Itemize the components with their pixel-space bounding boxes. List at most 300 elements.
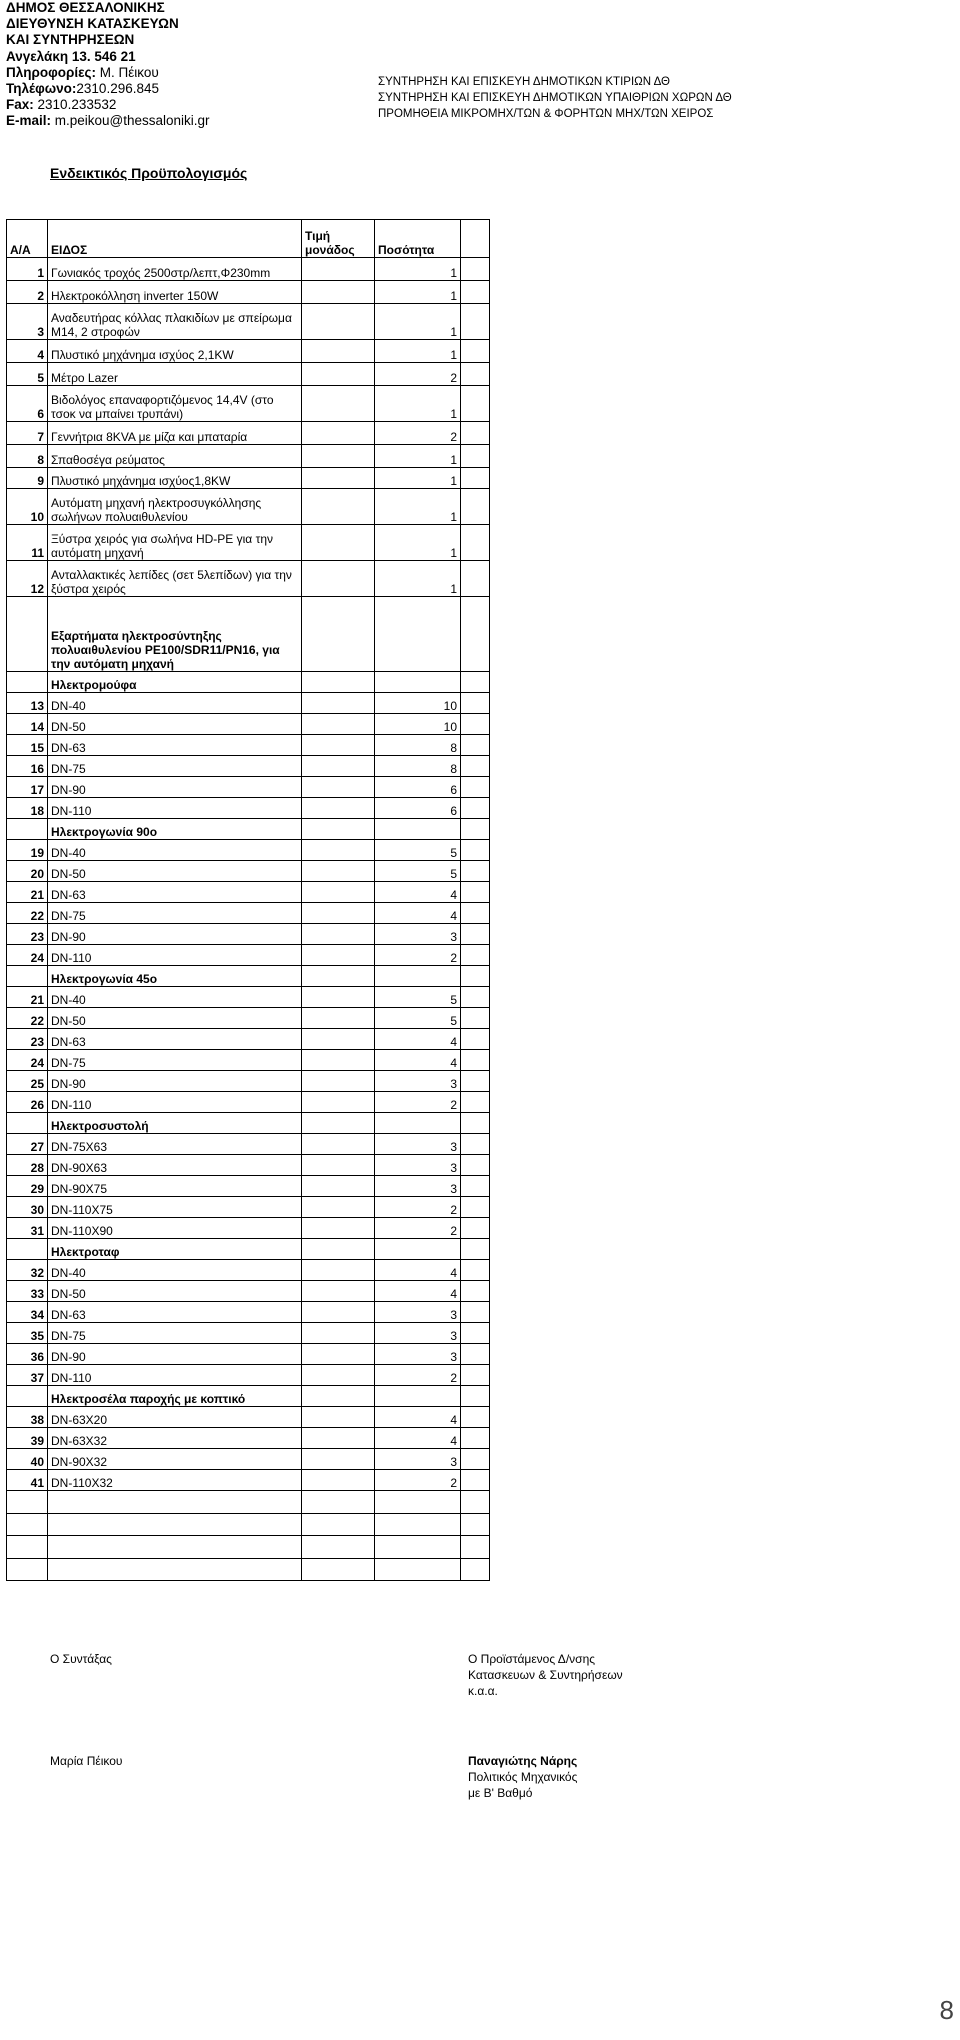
table-row — [7, 924, 490, 945]
col-header-quantity: Ποσότητα — [375, 220, 461, 258]
table-row — [7, 1302, 490, 1323]
row-extra — [461, 1449, 490, 1470]
row-unit-price — [302, 945, 375, 966]
row-quantity: 3 — [375, 1155, 461, 1176]
row-quantity — [375, 1113, 461, 1134]
table-row — [7, 489, 490, 525]
row-extra — [461, 1134, 490, 1155]
row-number: 30 — [7, 1197, 48, 1218]
row-unit-price — [302, 258, 375, 281]
project-line: ΠΡΟΜΗΘΕΙΑ ΜΙΚΡΟΜΗΧ/ΤΩΝ & ΦΟΡΗΤΩΝ ΜΗΧ/ΤΩΝ ΧΕΙΡΟΣ — [378, 108, 714, 120]
row-extra — [461, 1386, 490, 1407]
section-row — [7, 672, 490, 693]
table-row — [7, 714, 490, 735]
row-quantity: 2 — [375, 1218, 461, 1239]
row-description: DN-90X63 — [48, 1155, 302, 1176]
row-quantity: 1 — [375, 468, 461, 489]
blank-cell — [375, 1491, 461, 1514]
blank-row — [7, 1513, 490, 1536]
row-quantity: 8 — [375, 756, 461, 777]
row-unit-price — [302, 756, 375, 777]
row-number: 10 — [7, 489, 48, 525]
row-unit-price — [302, 1071, 375, 1092]
row-extra — [461, 861, 490, 882]
letterhead — [6, 0, 210, 130]
row-quantity: 1 — [375, 525, 461, 561]
phone-label: Τηλέφωνο: — [6, 81, 77, 97]
section-row — [7, 966, 490, 987]
table-row — [7, 1407, 490, 1428]
blank-row — [7, 1491, 490, 1514]
blank-cell — [461, 1558, 490, 1581]
row-unit-price — [302, 1302, 375, 1323]
blank-cell — [461, 1513, 490, 1536]
table-row — [7, 1470, 490, 1491]
blank-cell — [48, 1513, 302, 1536]
row-description: DN-50 — [48, 1281, 302, 1302]
col-header-item: ΕΙΔΟΣ — [48, 220, 302, 258]
row-description: DN-50 — [48, 1008, 302, 1029]
col-header-unit-price: Τιμή μονάδος — [302, 220, 375, 258]
row-quantity: 4 — [375, 1407, 461, 1428]
table-row — [7, 561, 490, 597]
row-unit-price — [302, 840, 375, 861]
row-quantity: 2 — [375, 1197, 461, 1218]
section-row — [7, 1386, 490, 1407]
col-header-empty — [461, 220, 490, 258]
row-quantity: 4 — [375, 1260, 461, 1281]
row-number: 29 — [7, 1176, 48, 1197]
row-quantity: 10 — [375, 693, 461, 714]
row-extra — [461, 445, 490, 468]
row-unit-price — [302, 672, 375, 693]
row-extra — [461, 1302, 490, 1323]
signature-left-title: Ο Συντάξας — [50, 1652, 112, 1666]
row-quantity: 4 — [375, 1281, 461, 1302]
row-extra — [461, 258, 490, 281]
row-quantity: 1 — [375, 561, 461, 597]
signature-right-role: με Β' Βαθμό — [468, 1786, 533, 1800]
row-quantity: 2 — [375, 1092, 461, 1113]
table-row — [7, 304, 490, 340]
row-number: 25 — [7, 1071, 48, 1092]
row-unit-price — [302, 1029, 375, 1050]
row-unit-price — [302, 1470, 375, 1491]
row-number: 16 — [7, 756, 48, 777]
row-unit-price — [302, 819, 375, 840]
address-line: Ανγελάκη 13. 546 21 — [6, 48, 136, 64]
signature-left-name: Μαρία Πέικου — [50, 1754, 123, 1768]
row-extra — [461, 840, 490, 861]
row-unit-price — [302, 861, 375, 882]
row-description: DN-50 — [48, 861, 302, 882]
project-titles — [378, 74, 732, 122]
table-row — [7, 525, 490, 561]
page-number: 8 — [939, 1995, 954, 2025]
row-number: 13 — [7, 693, 48, 714]
blank-row — [7, 1536, 490, 1559]
info-value: Μ. Πέικου — [99, 64, 159, 80]
row-number: 32 — [7, 1260, 48, 1281]
table-row — [7, 1344, 490, 1365]
table-row — [7, 1449, 490, 1470]
row-description: DN-90 — [48, 924, 302, 945]
table-row — [7, 987, 490, 1008]
row-quantity: 4 — [375, 1050, 461, 1071]
row-description: DN-50 — [48, 714, 302, 735]
row-unit-price — [302, 693, 375, 714]
table-row — [7, 1092, 490, 1113]
row-description: Ηλεκτροκόλληση inverter 150W — [48, 281, 302, 304]
row-description: Πλυστικό μηχάνημα ισχύος1,8KW — [48, 468, 302, 489]
row-extra — [461, 819, 490, 840]
section-title: Εξαρτήματα ηλεκτροσύντηξης πολυαιθυλενίου PE100/SDR11/PN16, για την αυτόματη μηχανή — [48, 597, 302, 672]
row-extra — [461, 1470, 490, 1491]
row-quantity: 1 — [375, 340, 461, 363]
row-unit-price — [302, 422, 375, 445]
row-unit-price — [302, 1050, 375, 1071]
row-unit-price — [302, 1197, 375, 1218]
row-unit-price — [302, 468, 375, 489]
row-description: DN-110X75 — [48, 1197, 302, 1218]
section-title: Ηλεκτρογωνία 45ο — [48, 966, 302, 987]
table-row — [7, 1260, 490, 1281]
table-row — [7, 1428, 490, 1449]
row-extra — [461, 468, 490, 489]
row-extra — [461, 597, 490, 672]
row-extra — [461, 304, 490, 340]
section-row — [7, 1239, 490, 1260]
row-description: Σπαθοσέγα ρεύματος — [48, 445, 302, 468]
row-number: 35 — [7, 1323, 48, 1344]
table-row — [7, 798, 490, 819]
row-quantity — [375, 672, 461, 693]
row-number — [7, 1113, 48, 1134]
table-row — [7, 777, 490, 798]
table-row — [7, 1323, 490, 1344]
email-value: m.peikou@thessaloniki.gr — [54, 113, 210, 129]
page-title: Ενδεικτικός Προϋπολογισμός — [50, 165, 248, 181]
row-quantity: 5 — [375, 840, 461, 861]
row-unit-price — [302, 1155, 375, 1176]
row-number: 4 — [7, 340, 48, 363]
table-row — [7, 422, 490, 445]
row-quantity: 3 — [375, 1449, 461, 1470]
row-extra — [461, 1176, 490, 1197]
row-extra — [461, 798, 490, 819]
row-unit-price — [302, 735, 375, 756]
row-description: DN-110 — [48, 798, 302, 819]
row-extra — [461, 525, 490, 561]
row-description: Γωνιακός τροχός 2500στρ/λεπτ,Φ230mm — [48, 258, 302, 281]
row-quantity: 1 — [375, 445, 461, 468]
row-description: DN-40 — [48, 840, 302, 861]
row-quantity: 5 — [375, 861, 461, 882]
row-quantity — [375, 819, 461, 840]
row-extra — [461, 756, 490, 777]
row-unit-price — [302, 1218, 375, 1239]
row-quantity — [375, 966, 461, 987]
section-row — [7, 1113, 490, 1134]
row-number: 6 — [7, 386, 48, 422]
row-description: Πλυστικό μηχάνημα ισχύος 2,1KW — [48, 340, 302, 363]
budget-table — [6, 219, 490, 1581]
row-unit-price — [302, 1113, 375, 1134]
row-description: DN-40 — [48, 1260, 302, 1281]
row-description: Βιδολόγος επαναφορτιζόμενος 14,4V (στο τσοκ να μπαίνει τρυπάνι) — [48, 386, 302, 422]
row-quantity: 3 — [375, 1071, 461, 1092]
row-unit-price — [302, 1386, 375, 1407]
row-number: 21 — [7, 882, 48, 903]
row-unit-price — [302, 363, 375, 386]
row-extra — [461, 1407, 490, 1428]
row-extra — [461, 1218, 490, 1239]
row-number: 26 — [7, 1092, 48, 1113]
row-extra — [461, 693, 490, 714]
row-description: DN-90X32 — [48, 1449, 302, 1470]
blank-cell — [7, 1558, 48, 1581]
row-extra — [461, 1197, 490, 1218]
table-row — [7, 340, 490, 363]
row-number: 31 — [7, 1218, 48, 1239]
row-unit-price — [302, 1449, 375, 1470]
row-unit-price — [302, 882, 375, 903]
row-number: 24 — [7, 1050, 48, 1071]
signature-right-name-block — [468, 1753, 577, 1801]
row-number: 21 — [7, 987, 48, 1008]
row-quantity: 6 — [375, 798, 461, 819]
row-description: Γεννήτρια 8KVA με μίζα και μπαταρία — [48, 422, 302, 445]
row-unit-price — [302, 798, 375, 819]
row-description: DN-63X20 — [48, 1407, 302, 1428]
table-row — [7, 1008, 490, 1029]
blank-cell — [375, 1558, 461, 1581]
phone-value: 2310.296.845 — [76, 81, 159, 97]
row-unit-price — [302, 1428, 375, 1449]
row-description: DN-110 — [48, 1365, 302, 1386]
table-row — [7, 1281, 490, 1302]
row-description: DN-110X90 — [48, 1218, 302, 1239]
row-extra — [461, 714, 490, 735]
row-description: DN-75 — [48, 1050, 302, 1071]
row-unit-price — [302, 924, 375, 945]
row-quantity: 8 — [375, 735, 461, 756]
row-quantity: 5 — [375, 987, 461, 1008]
blank-row — [7, 1558, 490, 1581]
row-extra — [461, 1428, 490, 1449]
row-extra — [461, 561, 490, 597]
row-description: DN-110X32 — [48, 1470, 302, 1491]
row-extra — [461, 1323, 490, 1344]
info-label: Πληροφορίες: — [6, 64, 97, 80]
table-row — [7, 693, 490, 714]
email-label: E-mail: — [6, 113, 52, 129]
row-number — [7, 819, 48, 840]
row-extra — [461, 987, 490, 1008]
row-extra — [461, 966, 490, 987]
row-extra — [461, 924, 490, 945]
section-title: Ηλεκτρομούφα — [48, 672, 302, 693]
row-extra — [461, 1155, 490, 1176]
row-number: 14 — [7, 714, 48, 735]
row-quantity: 4 — [375, 903, 461, 924]
row-quantity: 1 — [375, 304, 461, 340]
row-extra — [461, 363, 490, 386]
row-number — [7, 1386, 48, 1407]
row-extra — [461, 489, 490, 525]
blank-cell — [302, 1536, 375, 1559]
signature-right — [468, 1651, 623, 1699]
row-number: 27 — [7, 1134, 48, 1155]
col-header-aa: Α/Α — [7, 220, 48, 258]
row-number: 28 — [7, 1155, 48, 1176]
row-description: DN-40 — [48, 693, 302, 714]
row-extra — [461, 1344, 490, 1365]
row-quantity: 2 — [375, 945, 461, 966]
row-unit-price — [302, 1008, 375, 1029]
row-extra — [461, 1008, 490, 1029]
row-extra — [461, 945, 490, 966]
row-unit-price — [302, 525, 375, 561]
row-number: 11 — [7, 525, 48, 561]
row-number: 34 — [7, 1302, 48, 1323]
row-extra — [461, 1281, 490, 1302]
row-description: DN-75X63 — [48, 1134, 302, 1155]
table-row — [7, 468, 490, 489]
row-quantity: 1 — [375, 386, 461, 422]
row-extra — [461, 777, 490, 798]
blank-cell — [7, 1491, 48, 1514]
row-extra — [461, 1365, 490, 1386]
row-quantity: 2 — [375, 363, 461, 386]
row-unit-price — [302, 386, 375, 422]
row-description: DN-63X32 — [48, 1428, 302, 1449]
section-title: Ηλεκτροταφ — [48, 1239, 302, 1260]
row-unit-price — [302, 1239, 375, 1260]
row-number: 9 — [7, 468, 48, 489]
row-quantity: 2 — [375, 1470, 461, 1491]
blank-cell — [375, 1536, 461, 1559]
row-unit-price — [302, 987, 375, 1008]
row-quantity: 3 — [375, 1176, 461, 1197]
blank-cell — [302, 1513, 375, 1536]
section-row — [7, 597, 490, 672]
row-number: 2 — [7, 281, 48, 304]
org-line: ΔΗΜΟΣ ΘΕΣΣΑΛΟΝΙΚΗΣ — [6, 0, 165, 15]
row-description: DN-90 — [48, 1344, 302, 1365]
table-row — [7, 1176, 490, 1197]
row-quantity: 5 — [375, 1008, 461, 1029]
row-number: 39 — [7, 1428, 48, 1449]
table-row — [7, 840, 490, 861]
row-extra — [461, 1239, 490, 1260]
signature-right-title: Κατασκευων & Συντηρήσεων — [468, 1668, 623, 1682]
budget-table-body — [7, 220, 490, 1581]
signature-right-title: Ο Προϊστάμενος Δ/νσης — [468, 1652, 596, 1666]
table-row — [7, 445, 490, 468]
row-unit-price — [302, 1092, 375, 1113]
row-unit-price — [302, 340, 375, 363]
table-row — [7, 1155, 490, 1176]
row-number: 23 — [7, 924, 48, 945]
row-quantity — [375, 1386, 461, 1407]
row-number: 17 — [7, 777, 48, 798]
row-number: 33 — [7, 1281, 48, 1302]
row-unit-price — [302, 903, 375, 924]
section-row — [7, 819, 490, 840]
row-extra — [461, 340, 490, 363]
row-number: 23 — [7, 1029, 48, 1050]
row-unit-price — [302, 445, 375, 468]
blank-cell — [461, 1491, 490, 1514]
row-number — [7, 966, 48, 987]
org-line: ΔΙΕΥΘΥΝΣΗ ΚΑΤΑΣΚΕΥΩΝ — [6, 16, 179, 32]
row-description: DN-75 — [48, 756, 302, 777]
signature-left-name-block — [50, 1753, 122, 1769]
fax-line — [6, 97, 210, 113]
row-number: 37 — [7, 1365, 48, 1386]
row-number — [7, 672, 48, 693]
table-row — [7, 258, 490, 281]
row-unit-price — [302, 714, 375, 735]
row-number: 3 — [7, 304, 48, 340]
row-quantity: 3 — [375, 1134, 461, 1155]
row-quantity — [375, 597, 461, 672]
row-quantity: 6 — [375, 777, 461, 798]
row-description: Ανταλλακτικές λεπίδες (σετ 5λεπίδων) για την ξύστρα χειρός — [48, 561, 302, 597]
row-number: 8 — [7, 445, 48, 468]
project-line: ΣΥΝΤΗΡΗΣΗ ΚΑΙ ΕΠΙΣΚΕΥΗ ΔΗΜΟΤΙΚΩΝ ΥΠΑΙΘΡΙΩΝ ΧΩΡΩΝ ΔΘ — [378, 92, 732, 104]
row-description: DN-110 — [48, 1092, 302, 1113]
blank-cell — [302, 1491, 375, 1514]
table-row — [7, 281, 490, 304]
table-row — [7, 1365, 490, 1386]
row-description: DN-75 — [48, 903, 302, 924]
row-quantity: 4 — [375, 1029, 461, 1050]
row-quantity: 2 — [375, 422, 461, 445]
phone-line — [6, 81, 210, 97]
row-number: 38 — [7, 1407, 48, 1428]
signature-right-role: Πολιτικός Μηχανικός — [468, 1770, 578, 1784]
row-description: DN-63 — [48, 1302, 302, 1323]
row-quantity: 3 — [375, 1302, 461, 1323]
row-quantity — [375, 1239, 461, 1260]
row-extra — [461, 1092, 490, 1113]
row-extra — [461, 281, 490, 304]
row-unit-price — [302, 1407, 375, 1428]
row-quantity: 4 — [375, 1428, 461, 1449]
row-number: 19 — [7, 840, 48, 861]
blank-cell — [461, 1536, 490, 1559]
blank-cell — [7, 1513, 48, 1536]
row-extra — [461, 1050, 490, 1071]
row-description: DN-63 — [48, 1029, 302, 1050]
table-row — [7, 386, 490, 422]
row-number — [7, 1239, 48, 1260]
row-extra — [461, 1260, 490, 1281]
table-row — [7, 363, 490, 386]
blank-cell — [375, 1513, 461, 1536]
section-title: Ηλεκτροσυστολή — [48, 1113, 302, 1134]
row-number: 5 — [7, 363, 48, 386]
table-row — [7, 756, 490, 777]
row-quantity: 3 — [375, 1344, 461, 1365]
row-description: DN-110 — [48, 945, 302, 966]
row-unit-price — [302, 1260, 375, 1281]
row-description: Μέτρο Lazer — [48, 363, 302, 386]
row-unit-price — [302, 1323, 375, 1344]
row-extra — [461, 735, 490, 756]
